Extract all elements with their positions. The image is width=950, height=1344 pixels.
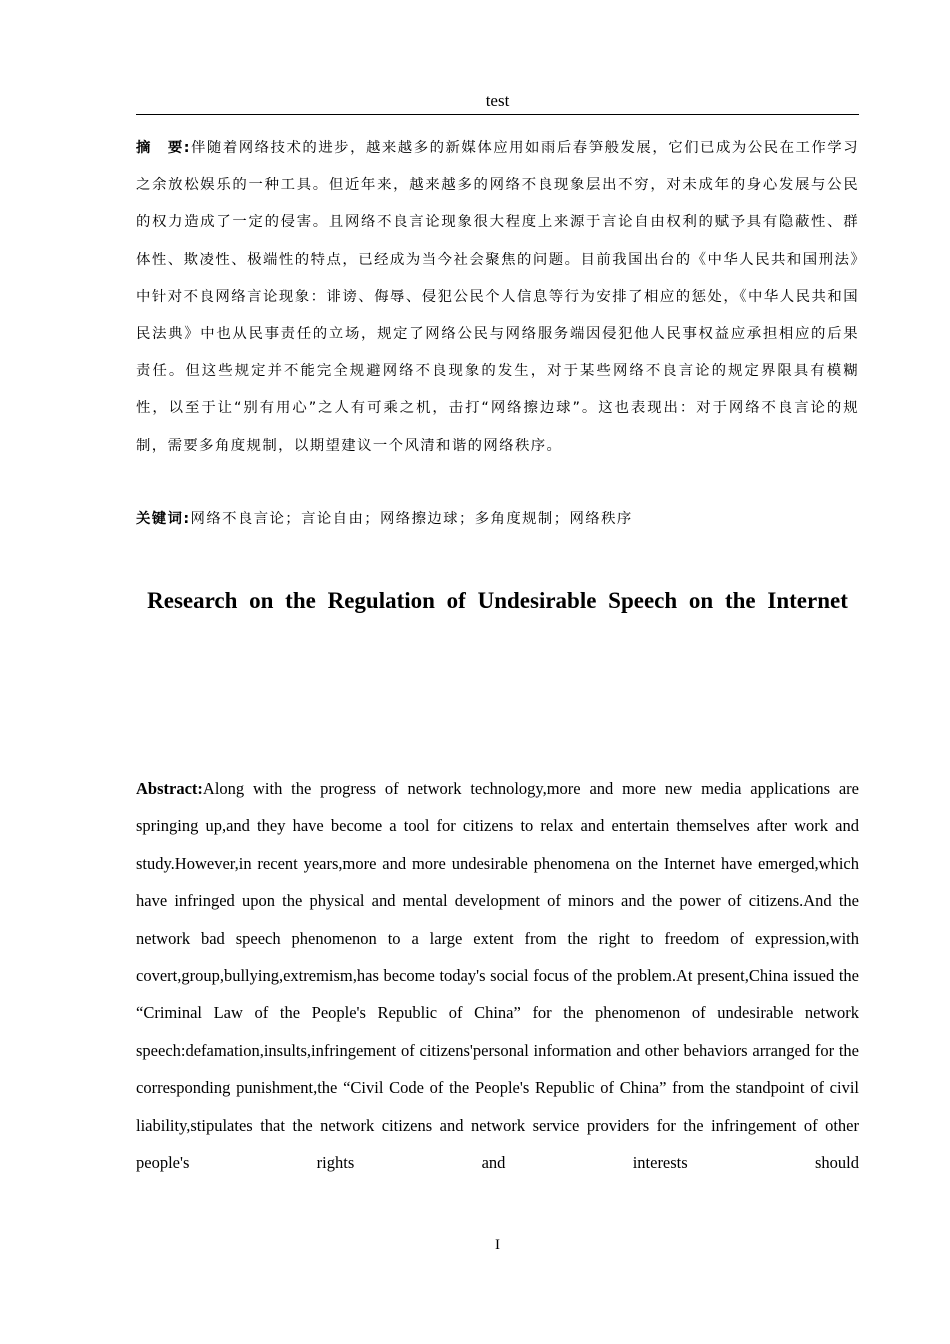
english-abstract-text: Along with the progress of network technology,more and more new media applications are springing up,and they have become a tool for citizens to relax and entertain themselves after work and study.However,in recent years,more and more undesirable phenomena on the Internet have emerged,which have infringed upon the physical and mental development of minors and the power of citizens.And the network bad speech phenomenon to a large extent from the right to freedom of expression,with covert,group,bullying,extremism,has become today's social focus of the problem.At present,China issued the “Criminal Law of the People's Republic of China” for the phenomenon of undesirable network speech:defamation,insults,infringement of citizens'personal information and other behaviors arranged for the corresponding punishment,the “Civil Code of the People's Republic of China” from the standpoint of civil liability,stipulates that the network citizens and network service providers for the infringement of other people's rights and interests should — [136, 779, 859, 1173]
chinese-abstract — [136, 130, 859, 465]
english-title: Research on the Regulation of Undesirable Speech on the Internet — [147, 588, 848, 613]
chinese-keywords-text: 网络不良言论；言论自由；网络擦边球；多角度规制；网络秩序 — [190, 511, 633, 527]
chinese-abstract-text: 伴随着网络技术的进步，越来越多的新媒体应用如雨后春笋般发展，它们已成为公民在工作学习之余放松娱乐的一种工具。但近年来，越来越多的网络不良现象层出不穷，对未成年的身心发展与公民的权力造成了一定的侵害。且网络不良言论现象很大程度上来源于言论自由权利的赋予具有隐蔽性、群体性、欺凌性、极端性的特点，已经成为当今社会聚焦的问题。目前我国出台的《中华人民共和国刑法》中针对不良网络言论现象：诽谤、侮辱、侵犯公民个人信息等行为安排了相应的惩处，《中华人民共和国民法典》中也从民事责任的立场，规定了网络公民与网络服务端因侵犯他人民事权益应承担相应的后果责任。但这些规定并不能完全规避网络不良现象的发生，对于某些网络不良言论的规定界限具有模糊性，以至于让“别有用心”之人有可乘之机，击打“网络擦边球”。这也表现出：对于网络不良言论的规制，需要多角度规制，以期望建议一个风清和谐的网络秩序。 — [136, 140, 859, 454]
chinese-keywords — [136, 505, 859, 533]
page-footer — [136, 1235, 859, 1255]
chinese-abstract-label: 摘 要: — [136, 140, 191, 156]
running-header-title: test — [485, 91, 510, 110]
english-abstract — [136, 770, 859, 1181]
chinese-keywords-label: 关键词: — [136, 511, 191, 527]
page-number: I — [495, 1237, 500, 1253]
english-abstract-label: Abstract: — [136, 779, 203, 798]
running-header — [136, 90, 859, 115]
